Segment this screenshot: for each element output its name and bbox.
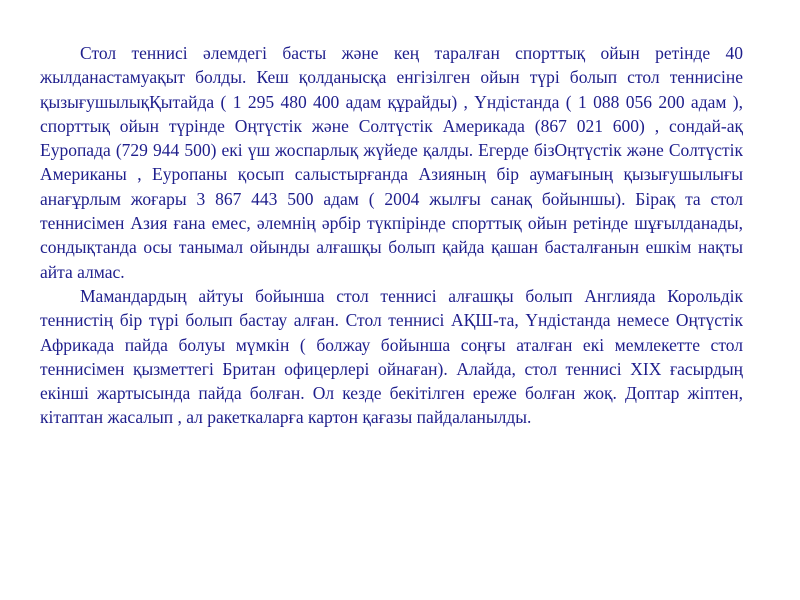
paragraph-history: Стол теннисі әлемдегі басты және кең таралған спорттық ойын ретінде 40 жылданастамуақыт болды. Кеш қолданысқа енгізілген ойын түрі болып стол теннисіне қызығушылықҚытайда ( 1 295 480 400 адам құрайды) , Үндістанда ( 1 088 056 200 адам ), спорттық ойын түрінде Оңтүстік және Солтүстік Америкада (867 021 600) , сондай-ақ Еуропада (729 944 500) екі үш жоспарлық жүйеде қалды. Егерде бізОңтүстік және Солтүстік Американы , Еуропаны қосып салыстырғанда Азияның бір аумағының қызығушылығы анағұрлым жоғары 3 867 443 500 адам ( 2004 жылғы санақ бойыншы). Бірақ та стол теннисімен Азия ғана емес, әлемнің әрбір түкпірінде спорттық ойын ретінде шұғылданады, сондықтанда осы танымал ойынды алғашқы болып қайда қашан басталғанын ешкім нақты айта алмас. [40, 43, 743, 282]
paragraph-origin: Мамандардың айтуы бойынша стол теннисі алғашқы болып Англияда Корольдік теннистің бір түрі болып бастау алған. Стол теннисі АҚШ-та, Үндістанда немесе Оңтүстік Африкада пайда болуы мүмкін ( болжау бойынша соңғы аталған екі мемлекетте стол теннисімен қызметтегі Британ офицерлері ойнаған). Алайда, стол теннисі XIX ғасырдың екінші жартысында пайда болған. Ол кезде бекітілген ереже болған жоқ. Доптар жіптен, кітаптан жасалып , ал ракеткаларға картон қағазы пайдаланылды. [40, 285, 743, 428]
text-block [40, 41, 743, 430]
